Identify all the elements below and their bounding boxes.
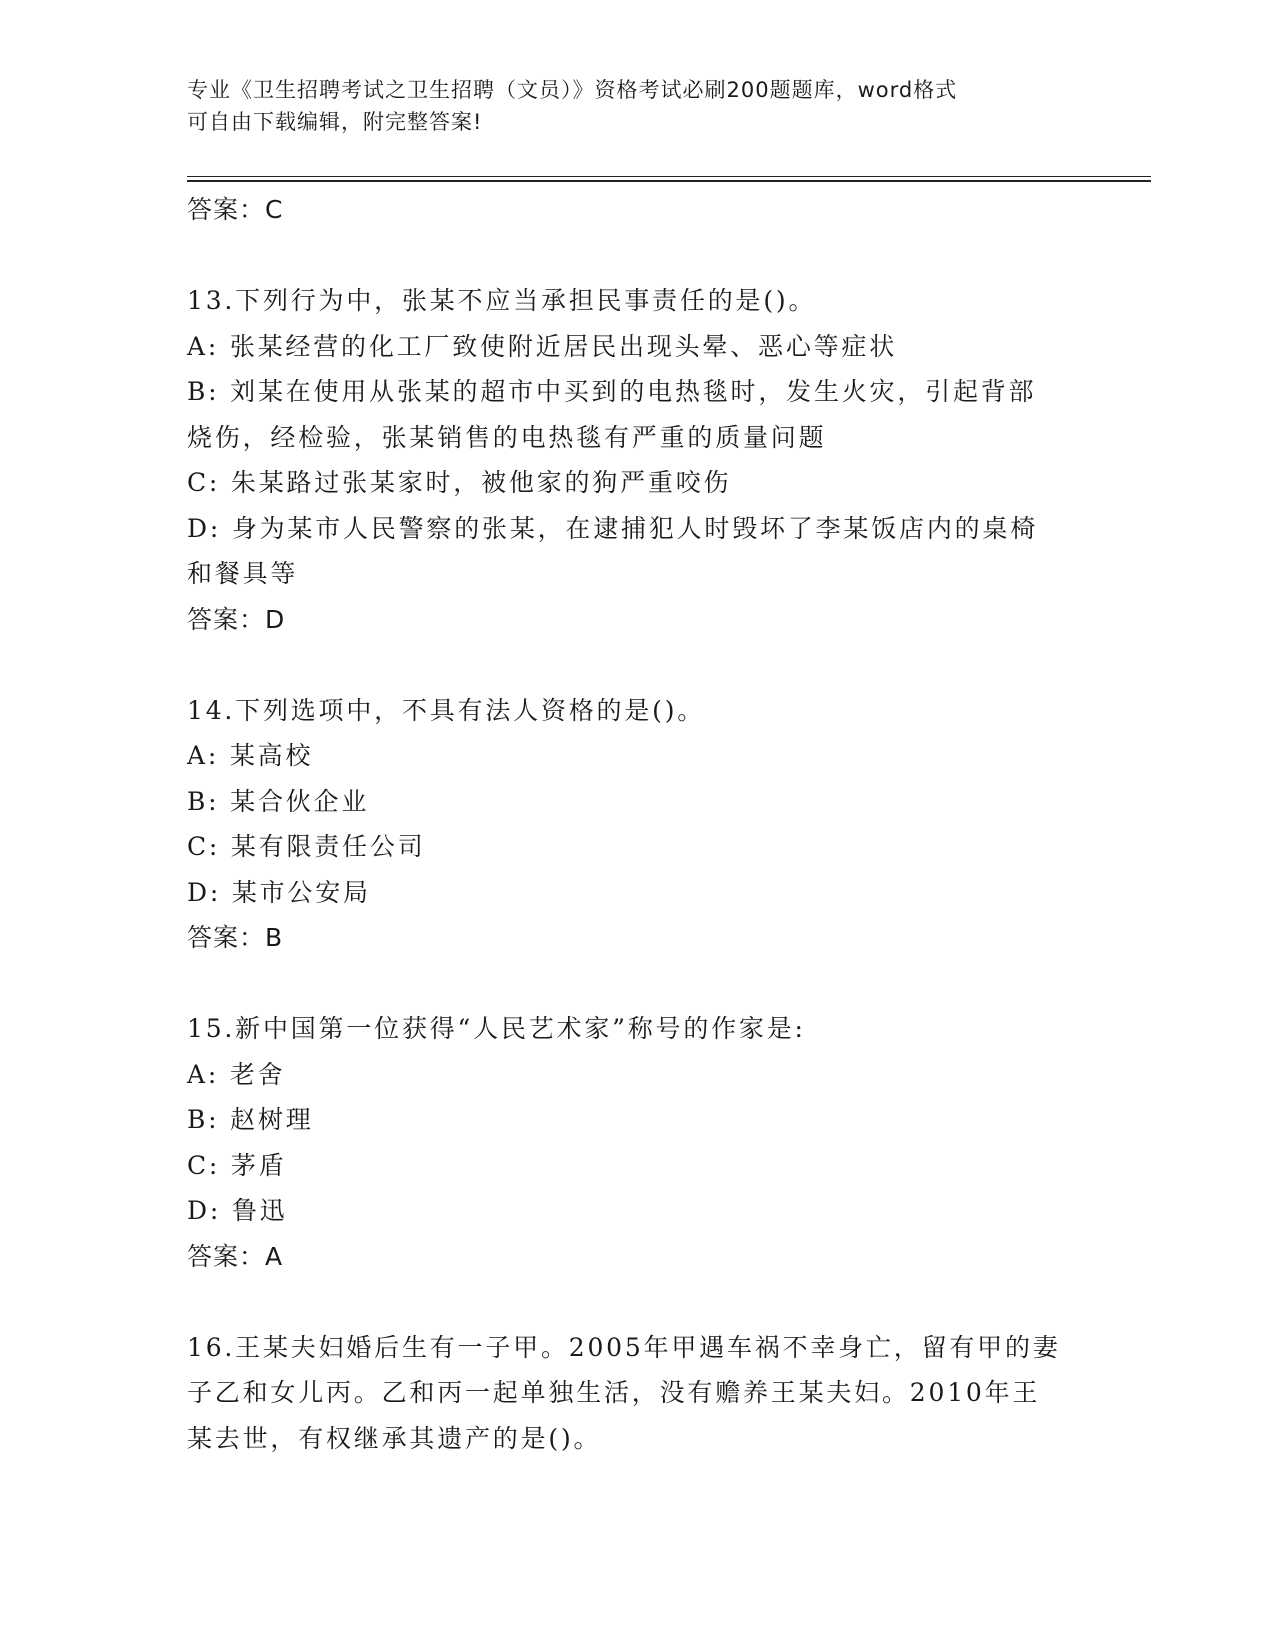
question-block bbox=[187, 1325, 1087, 1462]
question-block bbox=[187, 688, 1087, 962]
option-d-continued: 和餐具等 bbox=[187, 559, 299, 588]
option-c: C: 朱某路过张某家时，被他家的狗严重咬伤 bbox=[187, 468, 732, 497]
option-a: A: 某高校 bbox=[187, 741, 314, 770]
option-d: D: 身为某市人民警察的张某，在逮捕犯人时毁坏了李某饭店内的桌椅 bbox=[187, 513, 1039, 543]
option-a: A: 老舍 bbox=[187, 1059, 286, 1089]
option-a: A: 张某经营的化工厂致使附近居民出现头晕、恶心等症状 bbox=[187, 331, 898, 361]
option-c: C: 茅盾 bbox=[187, 1150, 287, 1180]
answer-line: 答案：C bbox=[187, 195, 284, 224]
question-block bbox=[187, 278, 1087, 643]
option-c: C: 某有限责任公司 bbox=[187, 832, 426, 861]
question-stem-continued: 子乙和女儿丙。乙和丙一起单独生活，没有赡养王某夫妇。2010年王 bbox=[187, 1378, 1041, 1407]
question-stem: 13.下列行为中，张某不应当承担民事责任的是()。 bbox=[187, 286, 817, 315]
answer-line: 答案：A bbox=[187, 1241, 284, 1271]
document-body bbox=[187, 187, 1087, 1461]
document-header bbox=[187, 74, 1067, 138]
question-stem-continued: 某去世，有权继承其遗产的是()。 bbox=[187, 1423, 602, 1453]
answer-line: 答案：D bbox=[187, 604, 286, 634]
option-d: D: 某市公安局 bbox=[187, 877, 371, 907]
question-block bbox=[187, 1006, 1087, 1280]
question-stem: 14.下列选项中，不具有法人资格的是()。 bbox=[187, 695, 706, 725]
option-b: B: 刘某在使用从张某的超市中买到的电热毯时，发生火灾，引起背部 bbox=[187, 377, 1037, 406]
option-d: D: 鲁迅 bbox=[187, 1196, 288, 1225]
option-b-continued: 烧伤，经检验，张某销售的电热毯有严重的质量问题 bbox=[187, 422, 827, 452]
header-line-2: 可自由下载编辑，附完整答案! bbox=[187, 110, 483, 134]
option-b: B: 赵树理 bbox=[187, 1105, 314, 1134]
question-stem: 16.王某夫妇婚后生有一子甲。2005年甲遇车祸不幸身亡，留有甲的妻 bbox=[187, 1332, 1061, 1362]
header-rule-thick bbox=[187, 180, 1151, 182]
header-line-1: 专业《卫生招聘考试之卫生招聘（文员）》资格考试必刷200题题库，word格式 bbox=[187, 78, 958, 102]
header-rule-thin bbox=[187, 176, 1151, 177]
option-b: B: 某合伙企业 bbox=[187, 786, 370, 816]
answer-line: 答案：B bbox=[187, 923, 284, 952]
question-stem: 15.新中国第一位获得“人民艺术家”称号的作家是: bbox=[187, 1014, 806, 1043]
